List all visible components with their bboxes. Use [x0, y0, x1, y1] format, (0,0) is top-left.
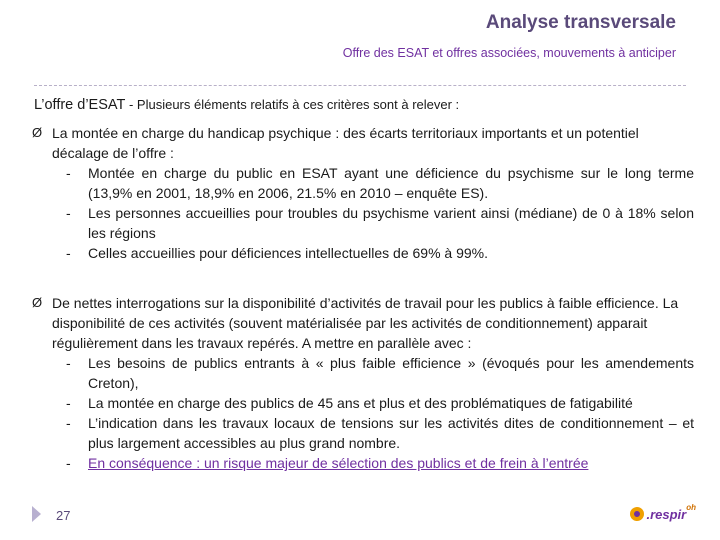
header-divider: [34, 85, 686, 86]
arrow-bullet-icon: Ø: [32, 295, 43, 310]
slide-title: Analyse transversale: [485, 12, 676, 33]
logo-circle-icon: [630, 507, 644, 521]
dash-marker: -: [66, 165, 71, 181]
dash-marker: -: [66, 355, 71, 371]
sub-list: [32, 353, 694, 473]
respiroh-logo: [630, 503, 696, 527]
bullet-heading: De nettes interrogations sur la disponibilité d’activités de travail pour les publics à faible efficience. La disponibilité de ces activités (souvent matérialisée par les activités de conditionnement) apparait régulièrement dans les travaux repérés. A mettre en parallèle avec :: [52, 295, 679, 351]
bullet-interrogations: [32, 293, 694, 473]
intro-line: [34, 97, 694, 113]
list-item: - Les personnes accueillies pour troubles du psychisme varient ainsi (médiane) de 0 à 18% selon les régions: [66, 205, 694, 241]
dash-marker: -: [66, 205, 71, 221]
list-item[interactable]: [66, 453, 694, 473]
arrow-bullet-icon: Ø: [32, 125, 43, 140]
list-item: - Celles accueillies pour déficiences intellectuelles de 69% à 99%.: [66, 245, 489, 261]
page-number: 27: [56, 508, 71, 523]
sub-list: [32, 163, 694, 263]
dash-marker: -: [66, 395, 71, 411]
logo-superscript: oh: [686, 503, 696, 512]
dash-marker: -: [66, 245, 71, 261]
list-item: - Montée en charge du public en ESAT ayant une déficience du psychisme sur le long terme (13,9% en 2001, 18,9% en 2006, 21.5% en 2010 – enquête ES).: [66, 165, 694, 201]
bullet-heading: La montée en charge du handicap psychique : des écarts territoriaux importants et un potentiel décalage de l’offre :: [52, 125, 639, 161]
logo-text: .respir: [646, 507, 687, 522]
page-marker-icon: [32, 506, 41, 522]
consequence-link[interactable]: En conséquence : un risque majeur de sélection des publics et de frein à l’entrée: [88, 455, 589, 471]
intro-lead: L’offre d’ESAT: [34, 97, 126, 113]
list-item: - L’indication dans les travaux locaux de tensions sur les activités dites de conditionnement – et plus largement accessibles au plus grand nombre.: [66, 415, 694, 451]
intro-text: - Plusieurs éléments relatifs à ces critères sont à relever :: [125, 97, 460, 112]
list-item: - Les besoins de publics entrants à « plus faible efficience » (évoqués pour les amendements Creton),: [66, 355, 694, 391]
dash-marker: -: [66, 415, 71, 431]
bullet-handicap-psychique: [32, 123, 694, 263]
dash-marker: -: [66, 455, 71, 471]
list-item: - La montée en charge des publics de 45 ans et plus et des problématiques de fatigabilité: [66, 395, 633, 411]
slide-subtitle: Offre des ESAT et offres associées, mouvements à anticiper: [342, 46, 676, 60]
